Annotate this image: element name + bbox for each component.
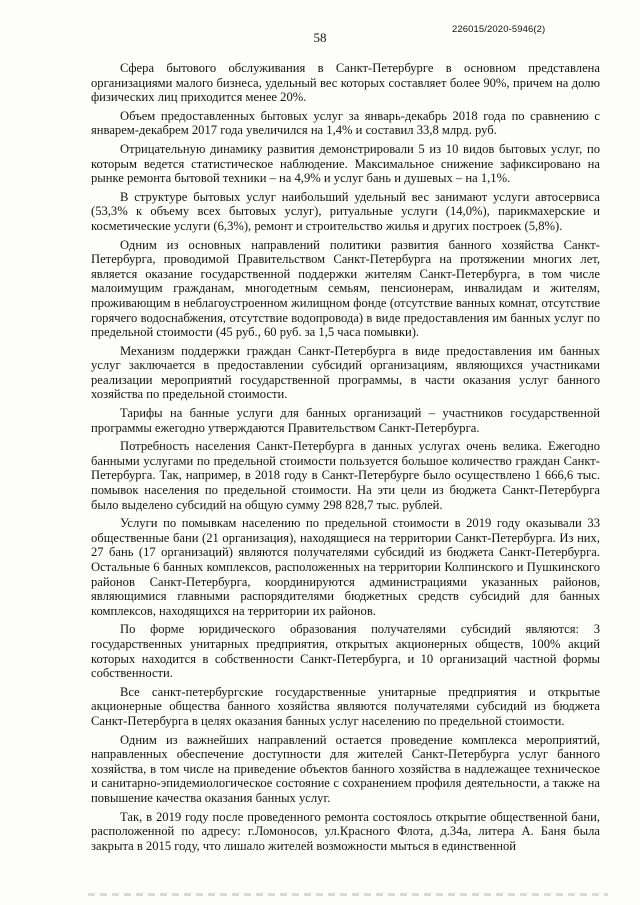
paragraph-tariffs: Тарифы на банные услуги для банных организаций – участников государственной программы ежегодно утверждаются Правительством Санкт-Петербурга. xyxy=(91,406,600,435)
paragraph-services-structure: В структуре бытовых услуг наибольший удельный вес занимают услуги автосервиса (53,3% к объему всех бытовых услуг), ритуальные услуги (14,0%), парикмахерские и косметические услуги (6,3%), ремонт и строительство жилья и других построек (5,8%). xyxy=(91,189,600,233)
paragraph-lomonosov-bath: Так, в 2019 году после проведенного ремонта состоялось открытие общественной бани, расположенной по адресу: г.Ломоносов, ул.Красного Флота, д.34а, литера А. Баня была закрыта в 2015 году, что лишало жителей возможности мыться в единственной xyxy=(91,809,600,853)
paragraph-household-services-sphere: Сфера бытового обслуживания в Санкт-Петербурге в основном представлена организациями малого бизнеса, удельный вес которых составляет более 90%, причем на долю физических лиц приходится менее 20%. xyxy=(91,61,600,105)
scan-artifact-line xyxy=(88,893,608,896)
paragraph-negative-dynamics: Отрицательную динамику развития демонстрировали 5 из 10 видов бытовых услуг, по которым ведется статистическое наблюдение. Максимальное снижение зафиксировано на рынке ремонта бытовой техники – на 4,9% и услуг бань и душевых – на 1,1%. xyxy=(91,141,600,186)
document-registration-number: 226015/2020-5946(2) xyxy=(452,24,546,35)
paragraph-services-volume: Объем предоставленных бытовых услуг за январь-декабрь 2018 года по сравнению с январем-декабрем 2017 года увеличился на 1,4% и составил 33,8 млрд. руб. xyxy=(91,108,600,138)
paragraph-accessibility-measures: Одним из важнейших направлений остается проведение комплекса мероприятий, направленных обеспечение доступности для жителей Санкт-Петербурга услуг банного хозяйства, в том числе на приведение объектов банного хозяйства в надлежащее техническое и санитарно-эпидемиологическое состояние с сохранением профиля деятельности, а также на повышение качества оказания банных услуг. xyxy=(91,732,600,805)
paragraph-support-mechanism: Механизм поддержки граждан Санкт-Петербурга в виде предоставления им банных услуг заключается в предоставлении субсидий организациям, являющихся участниками реализации мероприятий государственной программы, в части оказания услуг банного хозяйства по предельной стоимости. xyxy=(91,343,600,402)
paragraph-population-demand: Потребность населения Санкт-Петербурга в данных услугах очень велика. Ежегодно банными услугами по предельной стоимости пользуется большое количество граждан Санкт-Петербурга. Так, например, в 2018 году в Санкт-Петербурге было осуществлено 1 666,6 тыс. помывок населения по предельной стоимости. На эти цели из бюджета Санкт-Петербурга было выделено субсидий на общую сумму 298 828,7 тыс. рублей. xyxy=(91,439,600,512)
paragraph-public-baths-2019: Услуги по помывкам населению по предельной стоимости в 2019 году оказывали 33 общественные бани (21 организация), находящиеся на территории Санкт-Петербурга. Из них, 27 бань (17 организаций) являются получателями субсидий из бюджета Санкт-Петербурга. Остальные 6 банных комплексов, расположенных на территории Колпинского и Пушкинского районов Санкт-Петербурга, координируются администрациями указанных районов, являющимися главными распорядителями бюджетных средств субсидий для банных комплексов, находящихся на территории их районов. xyxy=(91,516,600,618)
document-body xyxy=(91,61,600,857)
paragraph-bath-policy: Одним из основных направлений политики развития банного хозяйства Санкт-Петербурга, проводимой Правительством Санкт-Петербурга на протяжении многих лет, является оказание государственной поддержки жителям Санкт-Петербурга, в том числе малоимущим гражданам, многодетным семьям, пенсионерам, инвалидам и жителям, проживающим в неблагоустроенном жилищном фонде (отсутствие ванных комнат, отсутствие горячего водоснабжения, отсутствие водопровода) в виде предоставления им банных услуг по предельной стоимости (45 руб., 60 руб. за 1,5 часа помывки). xyxy=(91,237,600,340)
page-number: 58 xyxy=(313,30,327,45)
paragraph-subsidy-recipients: По форме юридического образования получателями субсидий являются: 3 государственных унитарных предприятия, открытых акционерных обществ, 100% акций которых находится в собственности Санкт-Петербурга, и 10 организаций частной формы собственности. xyxy=(91,622,600,681)
paragraph-state-enterprises: Все санкт-петербургские государственные унитарные предприятия и открытые акционерные общества банного хозяйства являются получателями субсидий из бюджета Санкт-Петербурга в целях оказания банных услуг населению по предельной стоимости. xyxy=(91,684,600,728)
